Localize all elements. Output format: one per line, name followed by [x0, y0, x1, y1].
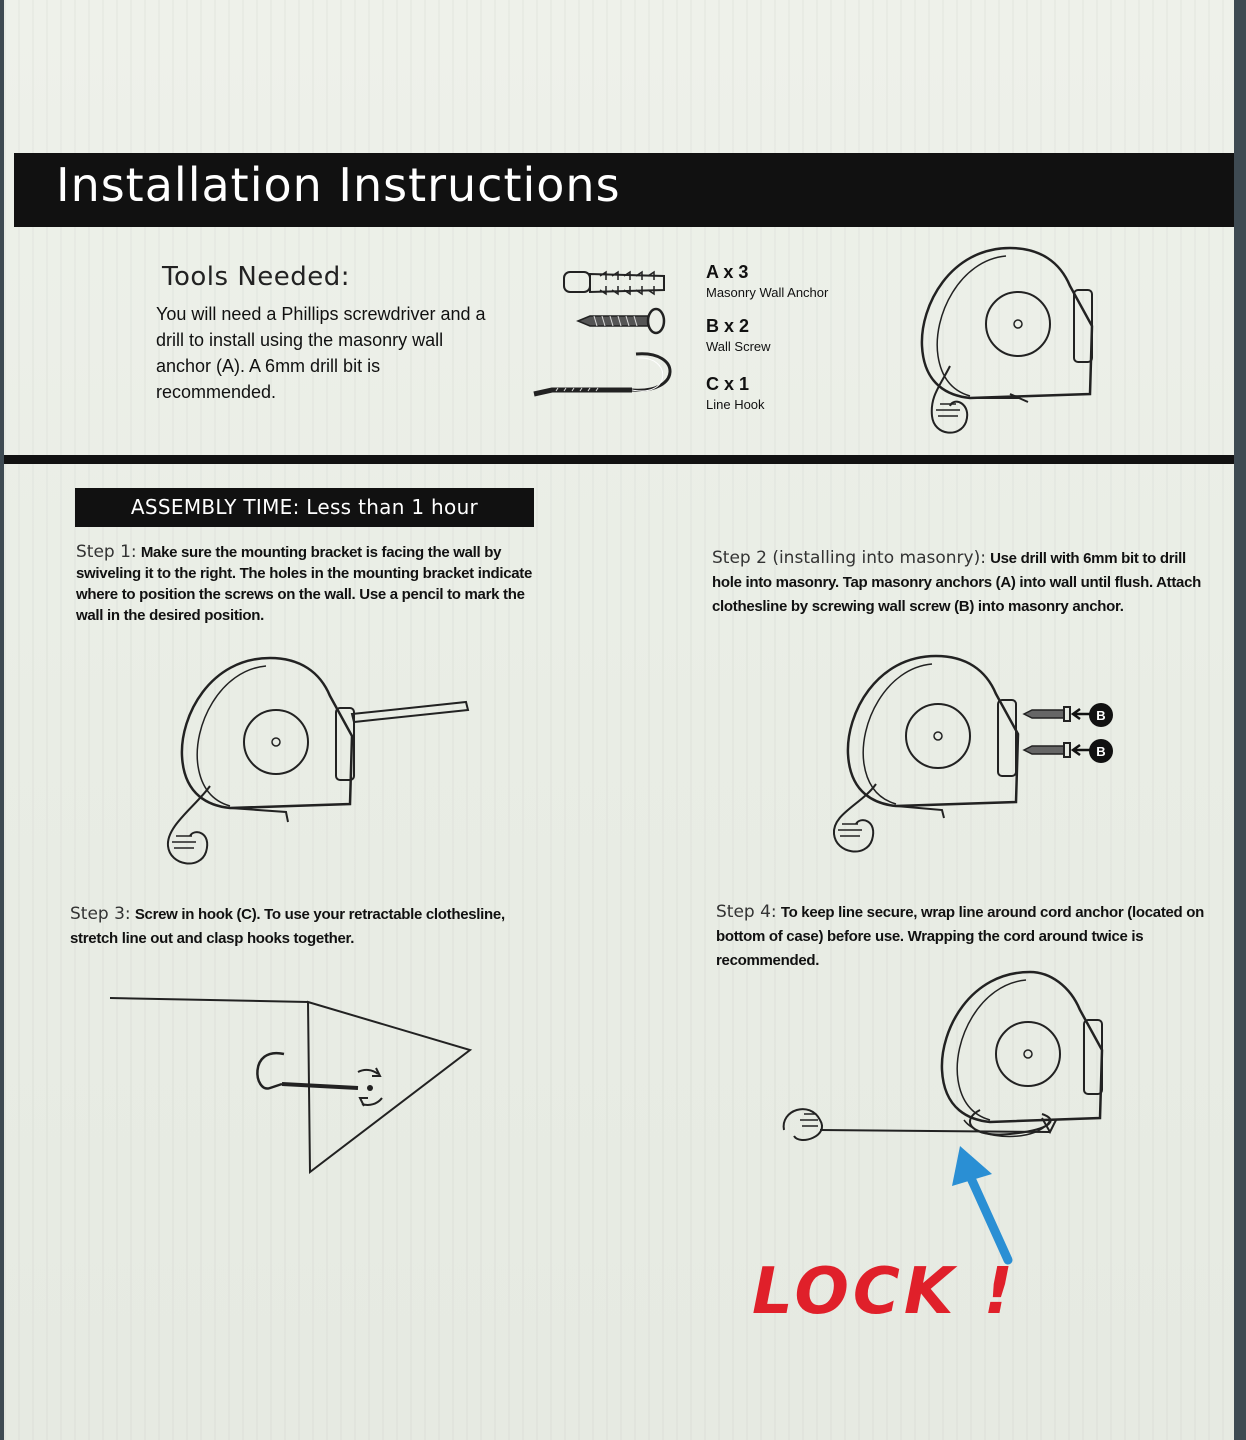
screw-b-label-1 [1088, 702, 1114, 728]
part-a-name: Masonry Wall Anchor [706, 285, 829, 300]
part-b-name: Wall Screw [706, 339, 771, 354]
part-c-qty: C x 1 [706, 374, 750, 394]
instruction-board [4, 0, 1234, 1440]
step-3-hook-illustration [108, 994, 478, 1178]
wall-screw-icon [576, 308, 668, 334]
page-title: Installation Instructions [56, 158, 621, 212]
step-1-body: Make sure the mounting bracket is facing the wall by swiveling it to the right. The holes in the mounting bracket indicate where to position the screws on the wall. Use a pencil to mark the wall in the desired position. [76, 544, 533, 624]
step-3-body: Screw in hook (C). To use your retractable clothesline, stretch line out and clasp hooks together. [70, 906, 505, 947]
tools-text: You will need a Phillips screwdriver and a drill to install using the masonry wall anchor (A). A 6mm drill bit is recommended. [156, 304, 486, 402]
step-3-title: Step 3: [70, 904, 131, 924]
step-3-text [70, 902, 550, 951]
part-c-name: Line Hook [706, 397, 765, 412]
wall-screw-icon [1022, 742, 1072, 758]
step-4-reel-illustration [780, 970, 1110, 1160]
step-1-title: Step 1: [76, 542, 137, 562]
screw-b-label-2 [1088, 738, 1114, 764]
part-b-qty: B x 2 [706, 316, 750, 336]
step-4-text [716, 900, 1216, 973]
lock-annotation: LOCK ! [752, 1255, 1017, 1329]
svg-text:B: B [1096, 708, 1106, 723]
step-1-reel-illustration [160, 656, 472, 872]
blue-arrow-icon [948, 1146, 1018, 1266]
assembly-time-banner: ASSEMBLY TIME: Less than 1 hour [75, 488, 534, 527]
step-4-body: To keep line secure, wrap line around cord anchor (located on bottom of case) before use. Wrapping the cord around twice is recommended. [716, 904, 1205, 969]
wall-anchor-icon [560, 266, 672, 300]
wall-screw-icon [1022, 706, 1072, 722]
line-hook-icon [532, 350, 680, 410]
section-divider [4, 455, 1234, 464]
svg-text:B: B [1096, 744, 1106, 759]
part-a-qty: A x 3 [706, 262, 749, 282]
step-1-text [76, 542, 546, 626]
tools-heading: Tools Needed: [162, 262, 351, 292]
step-2-reel-illustration [826, 654, 1026, 864]
clothesline-reel-icon [910, 246, 1100, 442]
step-2-title: Step 2 (installing into masonry): [712, 548, 986, 568]
step-2-body: Use drill with 6mm bit to drill hole into masonry. Tap masonry anchors (A) into wall until flush. Attach clothesline by screwing wall screw (B) into masonry anchor. [712, 550, 1202, 615]
step-2-text [712, 546, 1212, 619]
step-4-title: Step 4: [716, 902, 777, 922]
